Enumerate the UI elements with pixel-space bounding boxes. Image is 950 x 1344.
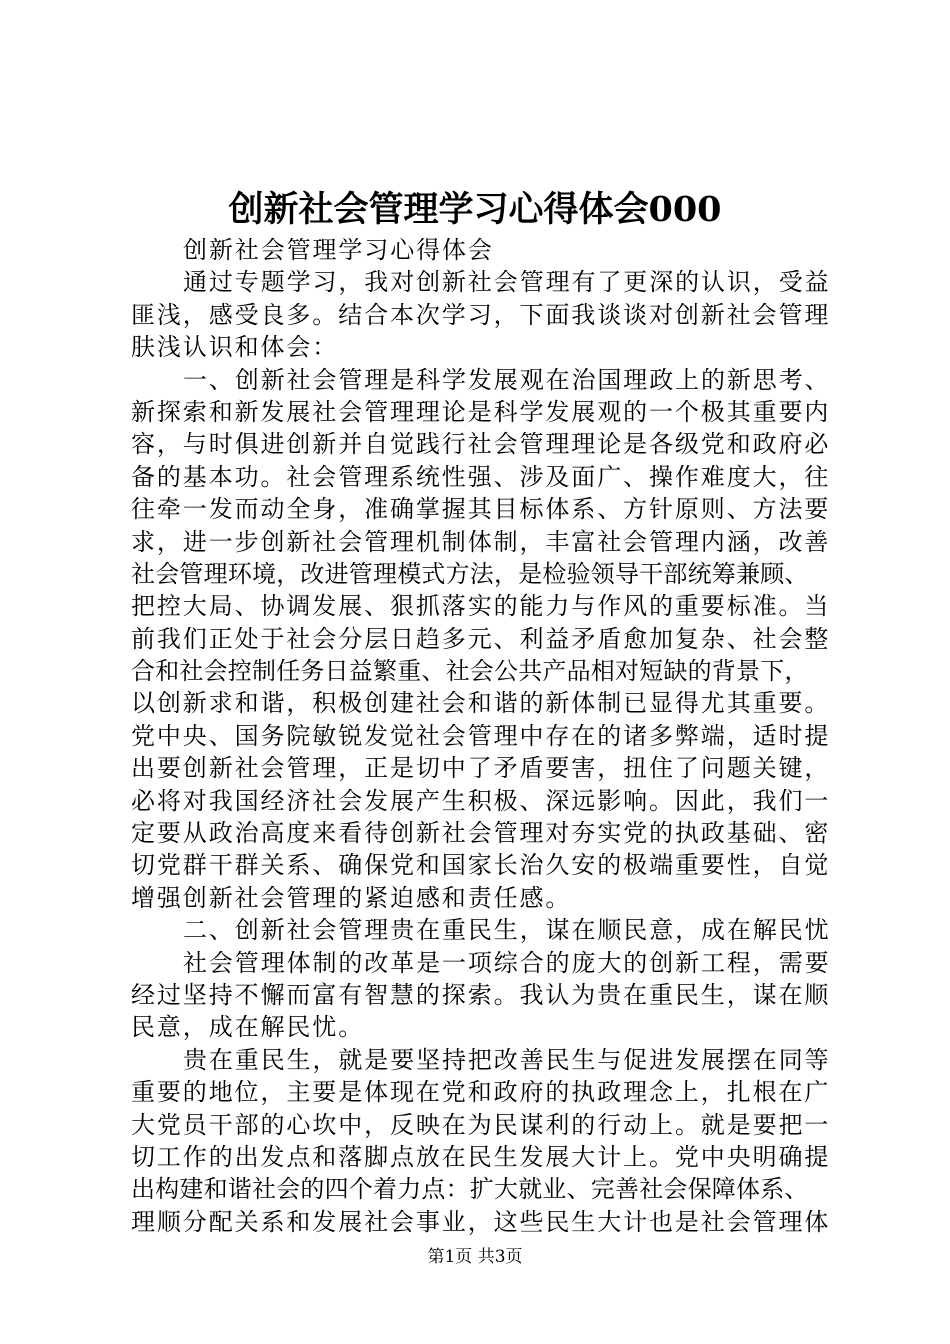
body-line: 前我们正处于社会分层日趋多元、利益矛盾愈加复杂、社会整 xyxy=(131,624,831,653)
body-line: 容，与时俱进创新并自觉践行社会管理理论是各级党和政府必 xyxy=(131,430,831,459)
body-line: 增强创新社会管理的紧迫感和责任感。 xyxy=(131,883,572,912)
body-line: 把控大局、协调发展、狠抓落实的能力与作风的重要标准。当 xyxy=(131,592,831,621)
body-line: 求，进一步创新社会管理机制体制，丰富社会管理内涵，改善 xyxy=(131,527,831,556)
body-line: 社会管理体制的改革是一项综合的庞大的创新工程，需要 xyxy=(183,948,831,977)
body-line: 新探索和新发展社会管理理论是科学发展观的一个极其重要内 xyxy=(131,397,831,426)
body-line: 民意，成在解民忧。 xyxy=(131,1013,365,1042)
body-line: 定要从政治高度来看待创新社会管理对夯实党的执政基础、密 xyxy=(131,819,831,848)
body-line: 大党员干部的心坎中，反映在为民谋利的行动上。就是要把一 xyxy=(131,1110,831,1139)
body-line: 社会管理环境，改进管理模式方法，是检验领导干部统筹兼顾、 xyxy=(131,559,809,588)
body-line: 二、创新社会管理贵在重民生，谋在顺民意，成在解民忧 xyxy=(183,916,831,945)
page-footer: 第1页 共3页 xyxy=(427,1247,523,1267)
body-line: 肤浅认识和体会： xyxy=(131,333,339,362)
body-line: 出要创新社会管理，正是切中了矛盾要害，扭住了问题关键， xyxy=(131,754,831,783)
body-line: 匪浅，感受良多。结合本次学习，下面我谈谈对创新社会管理 xyxy=(131,300,831,329)
body-line: 经过坚持不懈而富有智慧的探索。我认为贵在重民生，谋在顺 xyxy=(131,980,831,1009)
body-line: 党中央、国务院敏锐发觉社会管理中存在的诸多弊端，适时提 xyxy=(131,721,831,750)
body-line: 切党群干群关系、确保党和国家长治久安的极端重要性，自觉 xyxy=(131,851,831,880)
body-line: 切工作的出发点和落脚点放在民生发展大计上。党中央明确提 xyxy=(131,1142,831,1171)
body-line: 创新社会管理学习心得体会 xyxy=(183,236,494,264)
body-line: 重要的地位，主要是体现在党和政府的执政理念上，扎根在广 xyxy=(131,1078,831,1107)
body-line: 以创新求和谐，积极创建社会和谐的新体制已显得尤其重要。 xyxy=(131,689,831,718)
body-line: 通过专题学习，我对创新社会管理有了更深的认识，受益 xyxy=(183,268,831,297)
document-title: 创新社会管理学习心得体会000 xyxy=(228,189,722,230)
body-line: 合和社会控制任务日益繁重、社会公共产品相对短缺的背景下， xyxy=(131,657,809,686)
body-line: 贵在重民生，就是要坚持把改善民生与促进发展摆在同等 xyxy=(183,1045,831,1074)
body-line: 备的基本功。社会管理系统性强、涉及面广、操作难度大，往 xyxy=(131,462,831,491)
body-line: 一、创新社会管理是科学发展观在治国理政上的新思考、 xyxy=(183,365,831,394)
body-line: 出构建和谐社会的四个着力点：扩大就业、完善社会保障体系、 xyxy=(131,1175,809,1204)
body-line: 理顺分配关系和发展社会事业，这些民生大计也是社会管理体 xyxy=(131,1207,831,1236)
body-line: 必将对我国经济社会发展产生积极、深远影响。因此，我们一 xyxy=(131,786,831,815)
body-line: 往牵一发而动全身，准确掌握其目标体系、方针原则、方法要 xyxy=(131,495,831,524)
document-body xyxy=(131,234,831,1238)
